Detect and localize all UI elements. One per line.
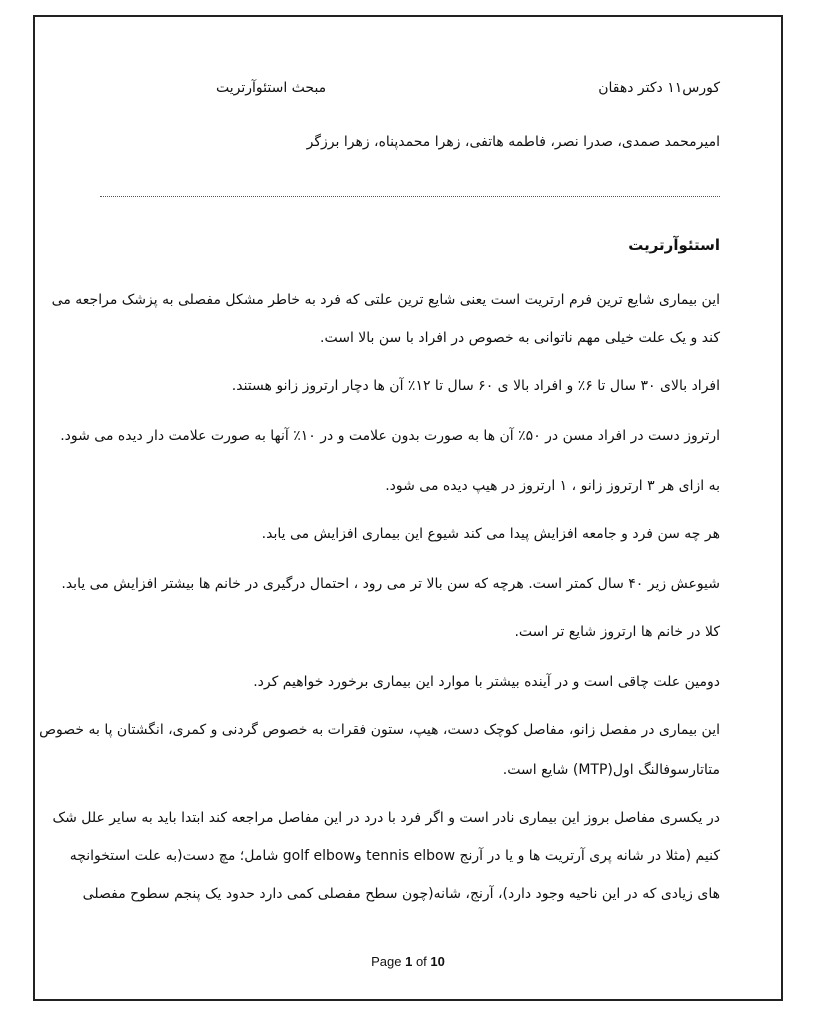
of-word: of xyxy=(415,954,427,969)
paragraph-line: کند و یک علت خیلی مهم ناتوانی به خصوص در افراد با سن بالا است. xyxy=(320,330,720,346)
paragraph-line: دومین علت چاقی است و در آینده بیشتر با موارد این بیماری برخورد خواهیم کرد. xyxy=(253,674,720,690)
paragraph-line: افراد بالای ۳۰ سال تا ۶٪ و افراد بالا ی ۶۰ سال تا ۱۲٪ آن ها دچار ارتروز زانو هستند. xyxy=(231,378,720,394)
paragraph-line: هر چه سن فرد و جامعه افزایش پیدا می کند شیوع این بیماری افزایش می یابد. xyxy=(261,526,720,542)
paragraph-line: کلا در خانم ها ارتروز شایع تر است. xyxy=(514,624,720,640)
paragraph-line: کنیم (مثلا در شانه پری آرتریت ها و یا در آرنج tennis elbow وgolf elbow شامل؛ مچ دست(به علت استخوانچه xyxy=(69,848,720,864)
paragraph-line: این بیماری در مفصل زانو، مفاصل کوچک دست، هیپ، ستون فقرات به خصوص گردنی و کمری، انگشتان پا به خصوص xyxy=(39,722,720,738)
paragraph-line: متاتارسوفالنگ اول(MTP) شایع است. xyxy=(502,762,720,778)
course-header: کورس۱۱ دکتر دهقان xyxy=(598,80,720,96)
paragraph-line: در یکسری مفاصل بروز این بیماری نادر است و اگر فرد با درد در این مفاصل مراجعه کند ابتدا باید به سایر علل شک xyxy=(52,810,720,826)
section-title: استئوآرتریت xyxy=(628,236,720,254)
paragraph-line: های زیادی که در این ناحیه وجود دارد)، آرنج، شانه(چون سطح مفصلی کمی دارد حدود یک پنجم سطوح مفصلی xyxy=(82,886,720,902)
total-pages: 10 xyxy=(430,954,445,969)
paragraph-line: ارتروز دست در افراد مسن در ۵۰٪ آن ها به صورت بدون علامت و در ۱۰٪ آنها به صورت علامت دار دیده می شود. xyxy=(60,428,720,444)
paragraph-line: شیوعش زیر ۴۰ سال کمتر است. هرچه که سن بالا تر می رود ، احتمال درگیری در خانم ها بیشتر افزایش می یابد. xyxy=(61,576,720,592)
page-word: Page xyxy=(371,954,402,969)
paragraph-line: به ازای هر ۳ ارتروز زانو ، ۱ ارتروز در هیپ دیده می شود. xyxy=(385,478,720,494)
topic-header: مبحث استئوآرتریت xyxy=(216,80,327,96)
paragraph-line: این بیماری شایع ترین فرم ارتریت است یعنی شایع ترین علتی که فرد به خاطر مشکل مفصلی به پزشک مراجعه می xyxy=(51,292,720,308)
authors-line: امیرمحمد صمدی، صدرا نصر، فاطمه هاتفی، زهرا محمدپناه، زهرا برزگر xyxy=(306,134,720,150)
dotted-divider xyxy=(100,196,720,197)
page-footer xyxy=(0,954,816,969)
current-page: 1 xyxy=(405,954,413,969)
